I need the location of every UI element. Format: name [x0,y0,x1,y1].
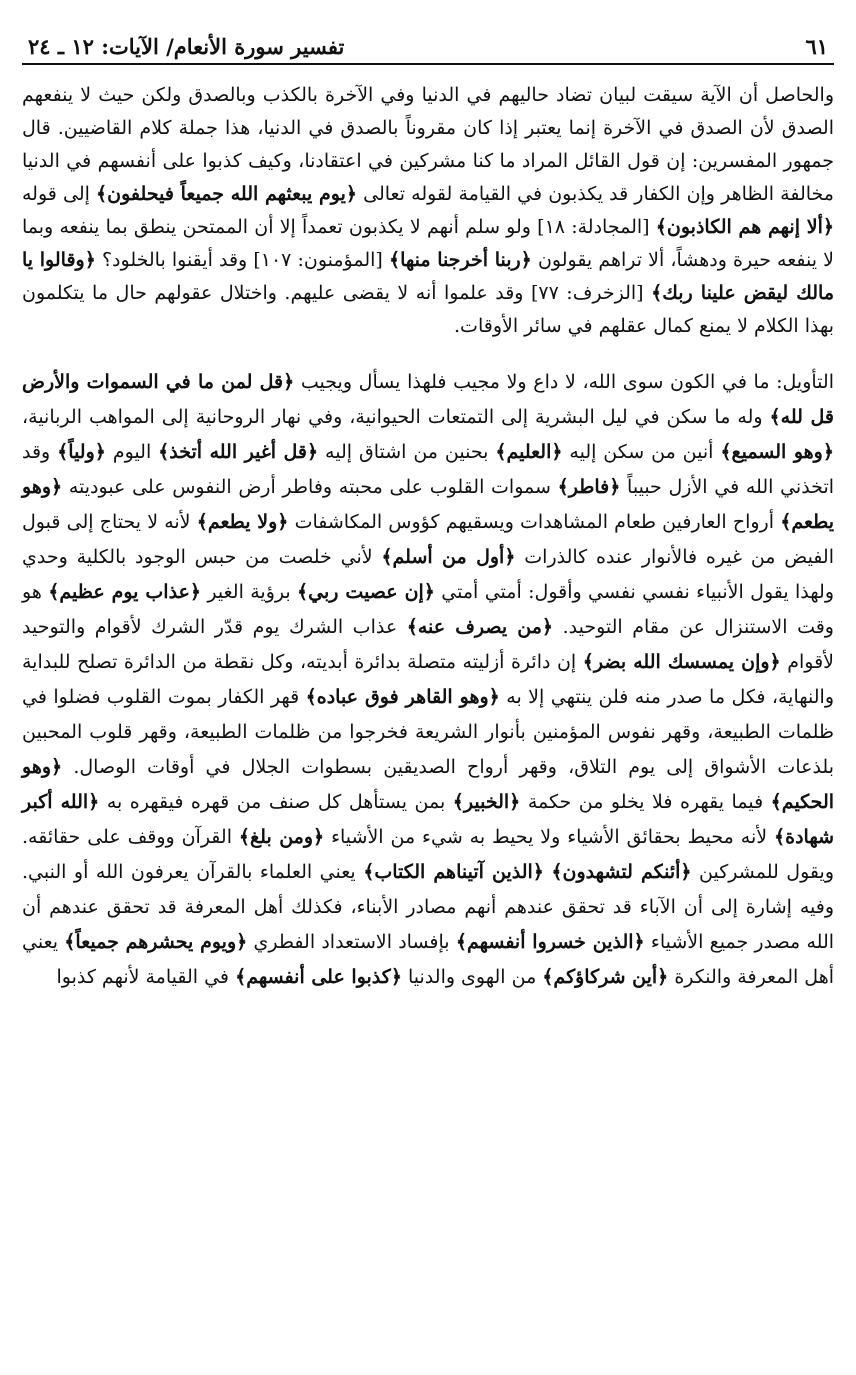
quran-verse: ﴿قل لمن ما في السموات والأرض قل لله﴾ [22,371,834,428]
text-segment: التأويل: ما في الكون سوى الله، لا داع ولا مجيب فلهذا يسأل ويجيب [294,371,834,393]
quran-verse: ﴿عذاب يوم عظيم﴾ [48,581,202,603]
paragraph-tawil [22,365,834,995]
quran-verse: ﴿أول من أسلم﴾ [381,546,516,568]
quran-verse: ﴿فاطر﴾ [557,476,621,498]
quran-verse: ﴿ربنا أخرجنا منها﴾ [388,249,532,271]
text-segment: اليوم [105,441,159,463]
text-segment: وله ما سكن في ليل البشرية إلى التمتعات الحيوانية، وفي نهار الروحانية إلى المواهب الربانية، [22,406,770,428]
quran-verse: ﴿من يصرف عنه﴾ [406,616,554,638]
text-segment: إلى قوله [22,183,97,205]
text-segment: فيما يقهره فلا يخلو من حكمة [520,791,771,813]
text-segment: أرواح العارفين طعام المشاهدات ويسقيهم كؤوس المكاشفات [288,511,781,533]
text-segment: قهر الكفار بموت القلوب فضلوا في ظلمات الطبيعة، وقهر نفوس المؤمنين بأنوار الشريعة فخرجوا من ظلمات الطبيعة، وقهر قلوب المحبين بلذعات الأشواق إلى يوم التلاق، وقهر أرواح الصديقين بسطوات الجلال في أوقات الوصال. [22,686,834,778]
quran-verse: ﴿إن عصيت ربي﴾ [297,581,435,603]
quran-verse: ﴿أئنكم لتشهدون﴾ [551,861,692,883]
text-segment: بحنين من اشتاق إليه [318,441,496,463]
quran-verse: ﴿الله أكبر شهادة﴾ [22,791,834,848]
quran-verse: ﴿وهو يطعم﴾ [22,476,835,533]
text-segment: بإفساد الاستعداد الفطري [247,931,456,953]
text-segment: سموات القلوب على محبته وفاطر أرض النفوس على عبوديته [62,476,558,498]
running-title: تفسير سورة الأنعام/ الآيات: ١٢ ـ ٢٤ [28,34,345,59]
text-segment: هو وقت الاستنزال عن مقام التوحيد. [22,581,834,638]
text-segment: يعني العلماء بالقرآن يعرفون الله أو النبي. وفيه إشارة إلى أن الآباء قد تحقق عندهم أنهم مصادر الأبناء، فكذلك أهل المعرفة قد تحقق عندهم أن الله مصدر جميع الأشياء [22,861,835,953]
text-segment: لأنه محيط بحقائق الأشياء ولا يحيط به شيء من الأشياء [324,826,774,848]
quran-verse: ﴿وهو الحكيم﴾ [22,756,835,813]
text-segment: برؤية الغير [201,581,298,603]
quran-verse: ﴿ومن بلغ﴾ [238,826,325,848]
paragraph-commentary [22,79,834,343]
text-segment: لأنه لا يحتاج إلى قبول الفيض من غيره فالأنوار عنده كالذرات [22,511,834,568]
text-segment: في القيامة لأنهم كذبوا [56,966,236,988]
text-segment: وقد اتخذني الله في الأزل حبيباً [22,441,835,498]
quran-verse: ﴿ويوم يحشرهم جميعاً﴾ [64,931,248,953]
page-number: ٦١ [805,34,828,59]
quran-verse: ﴿ألا إنهم هم الكاذبون﴾ [655,216,834,238]
text-segment: [الزخرف: ٧٧] وقد علموا أنه لا يقضى عليهم. واختلال عقولهم حال ما يتكلمون بهذا الكلام لا يمنع كمال عقلهم في سائر الأوقات. [22,282,834,337]
book-page [22,34,834,995]
quran-verse: ﴿وهو السميع﴾ [720,441,834,463]
text-segment: أنين من سكن إليه [562,441,721,463]
quran-verse: ﴿ولا يطعم﴾ [196,511,289,533]
text-segment: بمن يستأهل كل صنف من قهره فيقهره به [99,791,453,813]
quran-verse: ﴿الذين آتيناهم الكتاب﴾ [363,861,544,883]
quran-verse: ﴿الخبير﴾ [452,791,521,813]
text-segment: من الهوى والدنيا [401,966,543,988]
quran-verse: ﴿كذبوا على أنفسهم﴾ [235,966,402,988]
text-segment: عذاب الشرك يوم قدّر الشرك لأقوام والتوحيد لأقوام [22,616,834,673]
text-segment: يعني أهل المعرفة والنكرة [22,931,834,988]
quran-verse: ﴿وإن يمسسك الله بضر﴾ [582,651,781,673]
quran-verse: ﴿يوم يبعثهم الله جميعاً فيحلفون﴾ [96,183,358,205]
quran-verse: ﴿أين شركاؤكم﴾ [542,966,669,988]
quran-verse: ﴿الذين خسروا أنفسهم﴾ [455,931,645,953]
text-segment: لأني خلصت من حبس الوجود بالكلية وحدي ولهذا يقول الأنبياء نفسي نفسي وأقول: أمتي أمتي [22,546,835,603]
text-segment: القرآن ووقف على حقائقه. ويقول للمشركين [22,826,834,883]
quran-verse: ﴿العليم﴾ [495,441,563,463]
quran-verse: ﴿قل أغير الله أتخذ﴾ [158,441,319,463]
running-header [22,34,834,65]
text-segment: إن دائرة أزليته متصلة بدائرة أبديته، وكل نقطة من الدائرة تصلح للبداية والنهاية، فكل ما صدر منه فلن ينتهي إلا به [22,651,834,708]
quran-verse: ﴿وقالوا يا مالك ليقض علينا ربك﴾ [22,249,834,304]
text-segment: [المؤمنون: ١٠٧] وقد أيقنوا بالخلود؟ [95,249,389,271]
quran-verse: ﴿ولياً﴾ [57,441,106,463]
text-segment: والحاصل أن الآية سيقت لبيان تضاد حاليهم في الدنيا وفي الآخرة بالكذب وبالصدق ولكن حيث لا ينفعهم الصدق لأن الصدق في الآخرة إنما يعتبر إذا كان مقروناً بالصدق في الدنيا، هذا جملة كلام القاضيين. قال جمهور المفسرين: إن قول القائل المراد ما كنا مشركين في اعتقادنا، وكيف كذبوا على أنفسهم في الدنيا مخالفة الظاهر وإن الكفار قد يكذبون في القيامة لقوله تعالى [22,84,834,205]
text-segment: [المجادلة: ١٨] ولو سلم أنهم لا يكذبون تعمداً إلا أن الممتحن ينطق بما ينفعه وبما لا ينفعه حيرة ودهشاً، ألا تراهم يقولون [22,216,834,271]
quran-verse: ﴿وهو القاهر فوق عباده﴾ [305,686,500,708]
